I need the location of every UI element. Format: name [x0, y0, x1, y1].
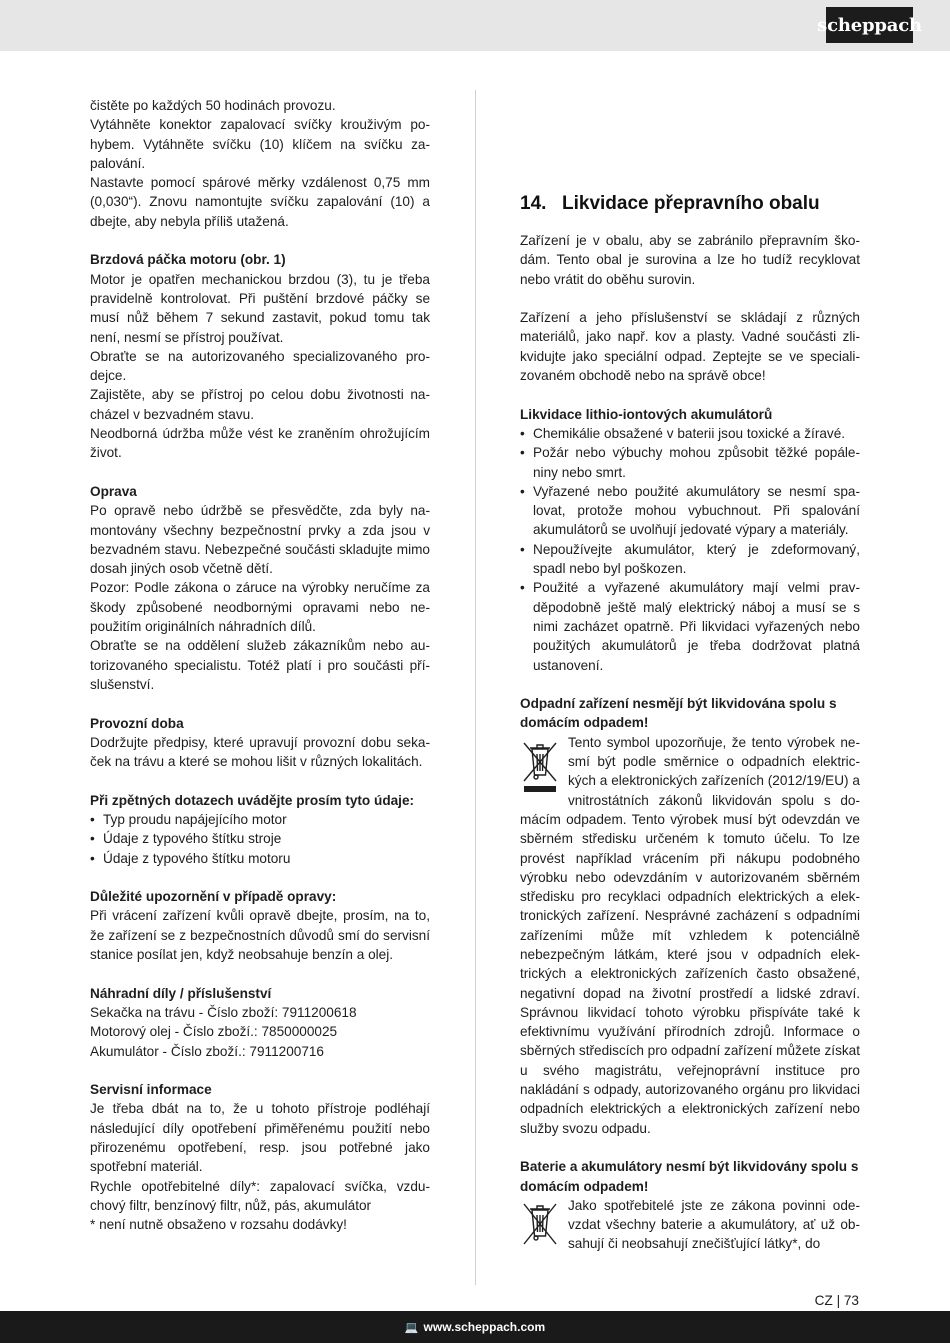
right-column	[520, 96, 860, 1254]
paragraph: Pozor: Podle zákona o záruce na výrobky neručíme za škody způsobené neodbornými opravami nebo nepoužitím originálních náhradních dílů.	[90, 580, 430, 635]
list-item: • Požár nebo výbuchy mohou způsobit těžké popáleniny nebo smrt.	[520, 443, 860, 482]
operating-time-heading: Provozní doba	[90, 715, 184, 731]
list-item: • Nepoužívejte akumulátor, který je zdeformovaný, spadl nebo byl poškozen.	[520, 540, 860, 579]
page-number: CZ | 73	[814, 1293, 859, 1308]
repair-heading: Oprava	[90, 483, 137, 499]
battery-text: Jako spotřebitelé jste ze zákona povinni odevzdat všechny baterie a akumulátory, ať už obsahují či neobsahují znečišťující látky*, do	[568, 1197, 860, 1252]
paragraph: čistěte po každých 50 hodinách provozu.	[90, 98, 336, 113]
paragraph: Dodržujte předpisy, které upravují provozní dobu sekaček na trávu a které se mohou lišit v různých lokalitách.	[90, 734, 430, 770]
weee-heading: Odpadní zařízení nesmějí být likvidována spolu s domácím odpadem!	[520, 696, 837, 731]
section-number: 14.	[520, 193, 547, 214]
list-item: • Údaje z typového štítku motoru	[90, 849, 430, 868]
queries-list	[90, 810, 430, 868]
scheppach-logo: scheppach	[826, 7, 913, 43]
paragraph: Obraťte se na oddělení služeb zákazníkům nebo autorizovaného specialistu. Totéž platí i pro součásti příslušenství.	[90, 638, 430, 692]
part-line: Motorový olej - Číslo zboží.: 7850000025	[90, 1024, 338, 1040]
left-column	[90, 96, 430, 1235]
battery-heading: Baterie a akumulátory nesmí být likvidovány spolu s domácím odpadem!	[520, 1159, 859, 1194]
website-link[interactable]: www.scheppach.com	[423, 1320, 546, 1334]
section-title: Likvidace přepravního obalu	[562, 193, 820, 214]
part-line: Sekačka na trávu - Číslo zboží: 7911200618	[90, 1004, 357, 1020]
footer-bar	[0, 1311, 950, 1343]
paragraph: Obraťte se na autorizovaného specializovaného prodejce.	[90, 348, 430, 384]
list-item: • Chemikálie obsažené v baterii jsou toxické a žíravé.	[520, 424, 860, 443]
column-divider	[475, 90, 476, 1285]
computer-icon: 💻	[404, 1321, 419, 1334]
paragraph: Zajistěte, aby se přístroj po celou dobu životnosti nacházel v bezvadném stavu.	[90, 387, 430, 422]
paragraph: Zařízení a jeho příslušenství se skládají z různých materiálů, jako např. kov a plasty. Vadné součásti zlikvidujte jako speciální odpad. Zeptejte se ve specializovaném obchodě nebo na správě obce!	[520, 310, 860, 384]
list-item: • Údaje z typového štítku stroje	[90, 829, 430, 848]
spare-parts-heading: Náhradní díly / příslušenství	[90, 985, 272, 1001]
crossed-bin-icon	[520, 1200, 562, 1248]
liion-heading: Likvidace lithio-iontových akumulátorů	[520, 406, 773, 422]
paragraph: Neodborná údržba může vést ke zraněním ohrožujícím život.	[90, 426, 430, 461]
paragraph: Při vrácení zařízení kvůli opravě dbejte, prosím, na to, že zařízení se z bezpečnostních důvodů smí do servisní stanice posílat jen, když neobsahuje benzín a olej.	[90, 908, 430, 963]
paragraph: Motor je opatřen mechanickou brzdou (3), tu je třeba pravidelně kontrolovat. Při puštění brzdové páčky se musí nůž během 7 sekund zastavit, pokud tomu tak není, nesmí se přístroj používat.	[90, 271, 430, 345]
list-item: • Typ proudu napájejícího motor	[90, 810, 430, 829]
brake-heading: Brzdová páčka motoru (obr. 1)	[90, 252, 286, 268]
paragraph: Je třeba dbát na to, že u tohoto přístroje podléhají následující díly opotřebení přiměřenému použití nebo přirozenému opotřebení, resp. jsou potřebné jako spotřební materiál.	[90, 1101, 430, 1175]
paragraph: Nastavte pomocí spárové měrky vzdálenost 0,75 mm (0,030“). Znovu namontujte svíčku zapalování (10) a dbejte, aby nebyla příliš utažená.	[90, 175, 430, 229]
header-bar	[0, 0, 950, 51]
paragraph: * není nutně obsaženo v rozsahu dodávky!	[90, 1217, 347, 1233]
part-line: Akumulátor - Číslo zboží.: 7911200716	[90, 1043, 324, 1059]
important-heading: Důležité upozornění v případě opravy:	[90, 889, 337, 905]
section-heading	[520, 192, 860, 216]
queries-heading: Při zpětných dotazech uvádějte prosím tyto údaje:	[90, 792, 415, 808]
weee-text: Tento symbol upozorňuje, že tento výrobek nesmí být podle směrnice o odpadních elektrických a elektronických zařízeních (2012/19/EU) a vnitrostátních zákonů likvidován spolu s domácím odpadem. Tento výrobek musí být odevzdán ve sběrném středisku určeném k tomuto účelu. To lze provést například vrácením při nákupu podobného výrobku nebo odevzdáním v autorizovaném sběrném středisku pro recyklaci odpadních elektrických a elektronických zařízení. Nesprávné zacházení s odpadními zařízeními může mít vzhledem k potenciálně nebezpečným látkám, které jsou v odpadních elektrických a elektronických zařízeních často obsažené, negativní dopad na životní prostředí a lidské zdraví. Správnou likvidací tohoto výrobku přispíváte také k efektivnímu využívání přírodních zdrojů. Informace o sběrných střediscích pro odpadní zařízení můžete získat u svého magistrátu, veřejnoprávní instituce pro nakládání s odpady, autorizovaného orgánu pro likvidaci odpadních elektrických a elektronických zařízení nebo služby svozu odpadu.	[520, 734, 861, 1136]
list-item: • Použité a vyřazené akumulátory mají velmi pravděpodobně ještě malý elektrický náboj a musí se s nimi zacházet opatrně. Při likvidaci vyřazených nebo použitých akumulátorů je třeba dodržovat platná ustanovení.	[520, 578, 860, 674]
paragraph: Zařízení je v obalu, aby se zabránilo přepravním škodám. Tento obal je surovina a lze ho tudíž recyklovat nebo vrátit do oběhu surovin.	[520, 233, 860, 287]
paragraph: Rychle opotřebitelné díly*: zapalovací svíčka, vzduchový filtr, benzínový filtr, nůž, pás, akumulátor	[90, 1178, 430, 1213]
service-heading: Servisní informace	[90, 1082, 212, 1098]
liion-list	[520, 424, 860, 675]
list-item: • Vyřazené nebo použité akumulátory se nesmí spalovat, protože mohou vybuchnout. Při spalování akumulátorů se uvolňují jedovaté výpary a materiály.	[520, 482, 860, 540]
paragraph: Vytáhněte konektor zapalovací svíčky krouživým pohybem. Vytáhněte svíčku (10) klíčem na svíčku zapalování.	[90, 117, 430, 171]
paragraph: Po opravě nebo údržbě se přesvědčte, zda byly namontovány všechny bezpečnostní prvky a zda jsou v bezvadném stavu. Nebezpečné součásti skladujte mimo dosah jiných osob včetně dětí.	[90, 503, 430, 577]
crossed-bin-icon	[520, 737, 562, 793]
